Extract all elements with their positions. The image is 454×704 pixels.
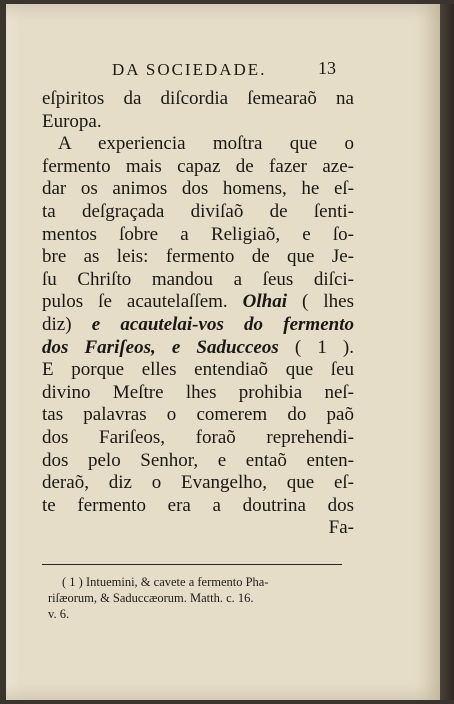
text-line (42, 314, 354, 337)
text-line: ſu Chriſto mandou a ſeus diſci- (42, 268, 354, 290)
text-line: ta deſgraçada diviſaõ de ſenti- (42, 200, 354, 222)
page-header (6, 58, 442, 80)
italic-fragment: dos Fariſeos, e Saducceos (42, 336, 279, 358)
text-line (42, 291, 354, 314)
text-line: tas palavras o comerem do paõ (42, 404, 354, 426)
catchword: Fa- (328, 517, 354, 539)
text-line: dos Fariſeos, foraõ reprehendi- (42, 426, 354, 448)
text-fragment: diz) (42, 313, 72, 335)
italic-fragment: e acautelai-vos do fermento (91, 313, 354, 335)
text-line: mentos ſobre a Religiaõ, e ſo- (42, 223, 354, 245)
running-title: DA SOCIEDADE. (112, 60, 267, 79)
text-line: fermento mais capaz de fazer aze- (42, 155, 354, 177)
footnote-line: ( 1 ) Intuemini, & cavete a fermento Pha- (62, 575, 269, 589)
text-line: deraõ, diz o Evangelho, que eſ- (42, 472, 354, 494)
italic-fragment: Olhai (242, 291, 288, 313)
text-line: bre as leis: fermento de que Je- (42, 246, 354, 268)
book-page (6, 4, 442, 700)
text-line: dar os animos dos homens, he eſ- (42, 178, 354, 200)
text-line: Europa. (42, 110, 102, 132)
text-line: te fermento era a doutrina dos (42, 494, 354, 516)
text-line: dos pelo Senhor, e entaõ enten- (42, 449, 354, 471)
text-fragment: ( lhes (302, 291, 354, 313)
text-fragment: pulos ſe acautelaſſem. (42, 291, 228, 313)
body-text (42, 88, 354, 540)
footnote-line: riſæorum, & Saduccæorum. Matth. c. 16. (48, 591, 254, 605)
footnote-reference: ( 1 ). (294, 336, 355, 358)
text-line: divino Meſtre lhes prohibia neſ- (42, 381, 354, 403)
text-line: A experiencia moſtra que o (58, 133, 354, 155)
footnote-rule (42, 564, 342, 565)
text-line: eſpiritos da diſcordia ſemearaõ na (42, 88, 354, 109)
footnote (48, 574, 348, 622)
footnote-line: v. 6. (48, 607, 70, 621)
page-edge-shadow (440, 4, 454, 700)
text-line (42, 337, 354, 360)
text-line: E porque elles entendiaõ que ſeu (42, 359, 354, 381)
page-number: 13 (318, 58, 336, 78)
